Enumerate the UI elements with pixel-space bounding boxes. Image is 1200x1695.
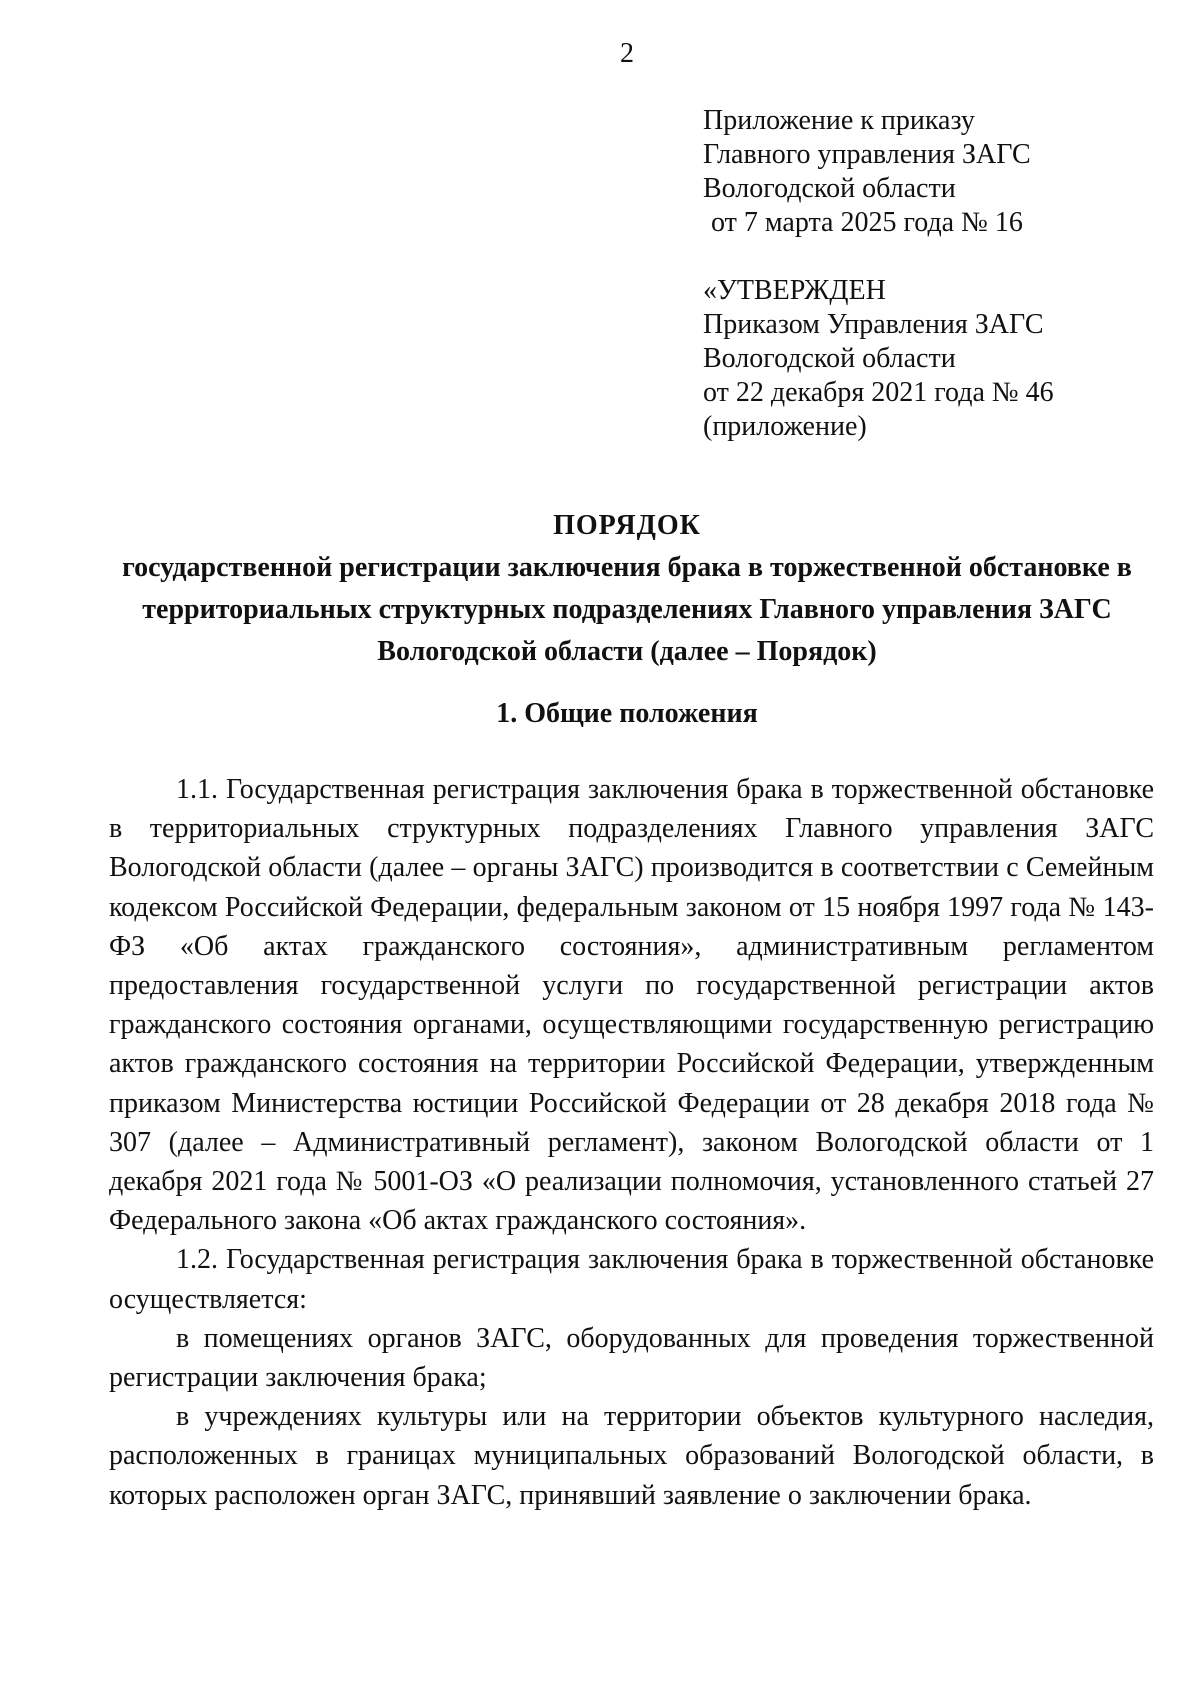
approval-line: «УТВЕРЖДЕН xyxy=(703,275,886,306)
approval-note xyxy=(703,274,1054,444)
document-title xyxy=(100,505,1154,673)
approval-line: (приложение) xyxy=(703,411,867,442)
paragraph: 1.2. Государственная регистрация заключения брака в торжественной обстановке осуществляется: xyxy=(109,1244,1154,1315)
attachment-line: Приложение к приказу xyxy=(703,105,975,136)
attachment-note xyxy=(703,104,1031,240)
attachment-line: от 7 марта 2025 года № 16 xyxy=(711,207,1023,238)
section-body xyxy=(109,770,1154,1515)
title-main: ПОРЯДОК xyxy=(553,510,701,541)
title-subtitle-line: территориальных структурных подразделениях Главного управления ЗАГС xyxy=(142,594,1112,625)
section-heading: 1. Общие положения xyxy=(496,698,758,729)
attachment-line: Вологодской области xyxy=(703,173,956,204)
paragraph: 1.1. Государственная регистрация заключения брака в торжественной обстановке в территориальных структурных подразделениях Главного управления ЗАГС Вологодской области (далее – органы ЗАГС) производится в соответствии с Семейным кодексом Российской Федерации, федеральным законом от 15 ноября 1997 года № 143-ФЗ «Об актах гражданского состояния», административным регламентом предоставления государственной услуги по государственной регистрации актов гражданского состояния органами, осуществляющими государственную регистрацию актов гражданского состояния на территории Российской Федерации, утвержденным приказом Министерства юстиции Российской Федерации от 28 декабря 2018 года № 307 (далее – Административный регламент), законом Вологодской области от 1 декабря 2021 года № 5001-ОЗ «О реализации полномочия, установленного статьей 27 Федерального закона «Об актах гражданского состояния». xyxy=(109,774,1154,1237)
title-subtitle-line: государственной регистрации заключения брака в торжественной обстановке в xyxy=(122,552,1132,583)
approval-line: от 22 декабря 2021 года № 46 xyxy=(703,377,1054,408)
paragraph: в учреждениях культуры или на территории объектов культурного наследия, расположенных в границах муниципальных образований Вологодской области, в которых расположен орган ЗАГС, принявший заявление о заключении брака. xyxy=(109,1401,1154,1511)
attachment-line: Главного управления ЗАГС xyxy=(703,139,1031,170)
approval-line: Приказом Управления ЗАГС xyxy=(703,309,1044,340)
approval-line: Вологодской области xyxy=(703,343,956,374)
page-number: 2 xyxy=(620,38,634,69)
title-subtitle-line: Вологодской области (далее – Порядок) xyxy=(377,636,877,667)
paragraph: в помещениях органов ЗАГС, оборудованных для проведения торжественной регистрации заключения брака; xyxy=(109,1322,1154,1394)
